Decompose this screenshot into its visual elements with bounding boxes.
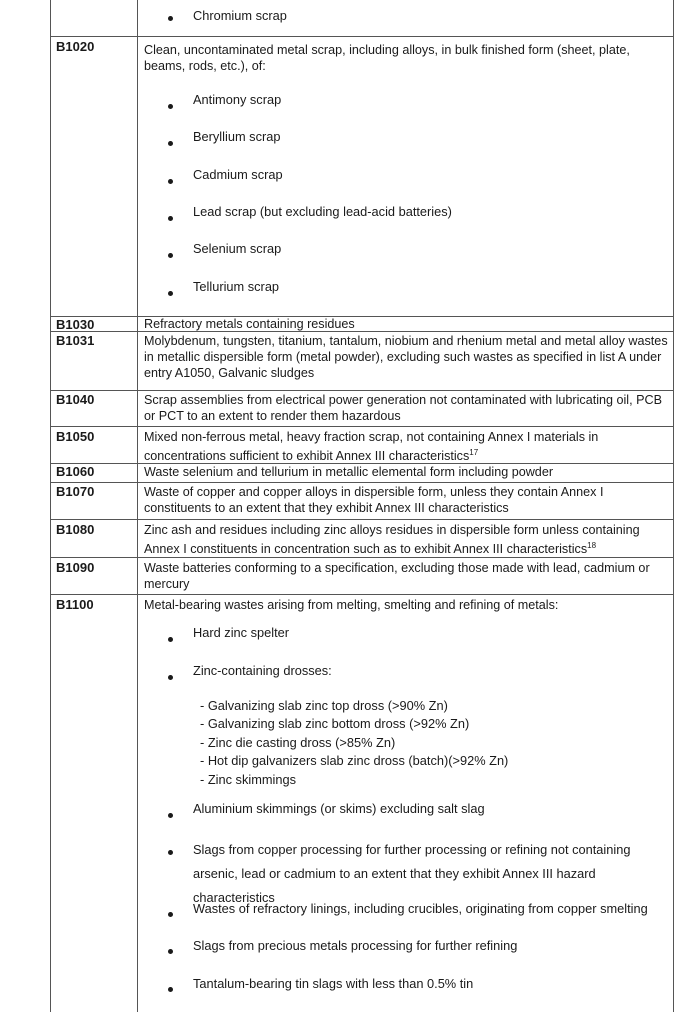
table-row xyxy=(50,594,674,1012)
table-row xyxy=(50,390,674,426)
waste-code: B1060 xyxy=(56,464,95,479)
waste-list-table xyxy=(50,0,674,1012)
table-row xyxy=(50,557,674,594)
list-item: Antimony scrap xyxy=(193,92,282,107)
bullet-marker xyxy=(168,630,173,646)
dross-subitem: - Galvanizing slab zinc top dross (>90% Zn) xyxy=(200,698,448,713)
waste-code: B1050 xyxy=(56,429,95,444)
table-row xyxy=(50,463,674,482)
bullet-marker xyxy=(168,172,173,188)
waste-description: Metal-bearing wastes arising from melting, smelting and refining of metals: xyxy=(144,598,559,612)
waste-code: B1030 xyxy=(56,317,95,332)
bullet-marker xyxy=(168,9,173,25)
bullet-marker xyxy=(168,284,173,300)
list-item: Tellurium scrap xyxy=(193,279,280,294)
waste-description: Mixed non-ferrous metal, heavy fraction scrap, not containing Annex I materials in concentrations sufficient to exhibit Annex III characteristics$^{17}$ xyxy=(144,430,599,464)
waste-description: Molybdenum, tungsten, titanium, tantalum, niobium and rhenium metal and metal alloy wastes in metallic dispersible form (metal powder), excluding such wastes as specified in list A under entry A1050, Galvanic sludges xyxy=(144,334,668,380)
waste-description: Clean, uncontaminated metal scrap, including alloys, in bulk finished form (sheet, plate, beams, rods, etc.), of: xyxy=(144,43,630,73)
dross-subitem: - Hot dip galvanizers slab zinc dross (batch)(>92% Zn) xyxy=(200,753,509,768)
table-row xyxy=(50,519,674,557)
waste-description: Waste selenium and tellurium in metallic elemental form including powder xyxy=(144,465,554,479)
bullet-marker xyxy=(168,668,173,684)
list-item: Beryllium scrap xyxy=(193,129,281,144)
bullet-marker xyxy=(168,246,173,262)
bullet-marker xyxy=(168,134,173,150)
waste-code: B1040 xyxy=(56,392,95,407)
waste-code: B1031 xyxy=(56,333,95,348)
bullet-marker xyxy=(168,97,173,113)
waste-code: B1090 xyxy=(56,560,95,575)
waste-code: B1070 xyxy=(56,484,95,499)
footnote-marker: 18 xyxy=(587,541,597,550)
table-row xyxy=(50,316,674,331)
list-item: Cadmium scrap xyxy=(193,167,283,182)
table-row xyxy=(50,426,674,463)
dross-subitem: - Galvanizing slab zinc bottom dross (>92% Zn) xyxy=(200,716,470,731)
list-item: Chromium scrap xyxy=(193,8,287,23)
bullet-marker xyxy=(168,806,173,822)
dross-subitem: - Zinc die casting dross (>85% Zn) xyxy=(200,735,396,750)
waste-description: Waste of copper and copper alloys in dispersible form, unless they contain Annex I constituents to an extent that they exhibit Annex III characteristics xyxy=(144,485,604,515)
waste-description: Zinc ash and residues including zinc alloys residues in dispersible form unless containing Annex I constituents in concentration such as to exhibit Annex III characteristics$^{18}$ xyxy=(144,523,640,557)
table-row xyxy=(50,331,674,390)
waste-description: Waste batteries conforming to a specification, excluding those made with lead, cadmium or mercury xyxy=(144,561,650,591)
list-item: Slags from precious metals processing for further refining xyxy=(193,938,518,953)
list-item: Zinc-containing drosses: xyxy=(193,663,332,678)
table-row xyxy=(50,0,674,36)
waste-code: B1020 xyxy=(56,39,95,54)
list-item: Wastes of refractory linings, including crucibles, originating from copper smelting xyxy=(193,901,648,916)
list-item: Selenium scrap xyxy=(193,241,282,256)
bullet-marker xyxy=(168,209,173,225)
waste-code: B1100 xyxy=(56,597,94,612)
waste-description: Refractory metals containing residues xyxy=(144,317,355,331)
footnote-marker: 17 xyxy=(469,448,479,457)
bullet-marker xyxy=(168,942,173,958)
list-item: Lead scrap (but excluding lead-acid batteries) xyxy=(193,204,452,219)
bullet-marker xyxy=(168,980,173,996)
dross-subitem: - Zinc skimmings xyxy=(200,772,296,787)
list-item: Hard zinc spelter xyxy=(193,625,290,640)
list-item: Slags from copper processing for further processing or refining not containing arsenic, lead or cadmium to an extent that they exhibit Annex III hazard characteristics xyxy=(193,842,631,905)
table-row xyxy=(50,36,674,316)
table-row xyxy=(50,482,674,519)
list-item: Tantalum-bearing tin slags with less than 0.5% tin xyxy=(193,976,474,991)
waste-code: B1080 xyxy=(56,522,95,537)
list-item: Aluminium skimmings (or skims) excluding salt slag xyxy=(193,801,485,816)
bullet-marker xyxy=(168,905,173,921)
bullet-marker xyxy=(168,843,173,859)
waste-description: Scrap assemblies from electrical power generation not contaminated with lubricating oil, PCB or PCT to an extent to render them hazardous xyxy=(144,393,662,423)
